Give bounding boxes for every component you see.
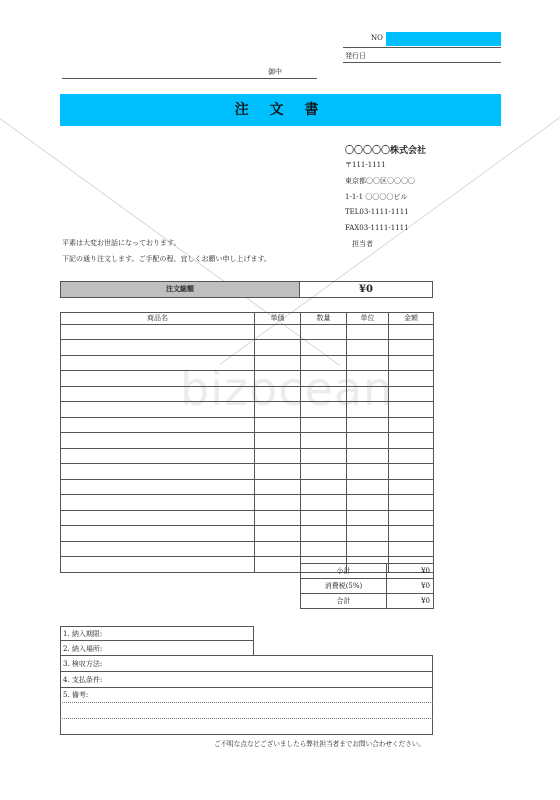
unit-cell[interactable] [347, 479, 389, 495]
unit-price-cell[interactable] [255, 526, 301, 542]
column-header-unit-price: 単価 [255, 313, 301, 325]
unit-cell[interactable] [347, 340, 389, 356]
order-total-label: 注文総額 [166, 285, 194, 293]
quantity-cell[interactable] [301, 417, 347, 433]
unit-price-cell[interactable] [255, 417, 301, 433]
notes-dotted-line [60, 702, 433, 703]
order-total-value: ¥0 [359, 284, 373, 295]
unit-price-cell[interactable] [255, 479, 301, 495]
product-cell[interactable] [61, 479, 255, 495]
column-header-unit: 単位 [347, 313, 389, 325]
company-fax: FAX03-1111-1111 [345, 224, 409, 232]
amount-cell[interactable] [389, 448, 434, 464]
table-row [61, 448, 434, 464]
table-row [61, 386, 434, 402]
product-cell[interactable] [61, 324, 255, 340]
quantity-cell[interactable] [301, 479, 347, 495]
table-row [61, 495, 434, 511]
table-row [61, 417, 434, 433]
quantity-cell[interactable] [301, 510, 347, 526]
amount-cell[interactable] [389, 417, 434, 433]
unit-price-cell[interactable] [255, 340, 301, 356]
unit-cell[interactable] [347, 510, 389, 526]
product-cell[interactable] [61, 386, 255, 402]
no-label: NO [371, 34, 383, 42]
subtotal-value: ¥0 [387, 564, 434, 579]
amount-cell[interactable] [389, 464, 434, 480]
column-header-product: 商品名 [61, 313, 255, 325]
table-row [61, 402, 434, 418]
table-header-row [61, 313, 434, 325]
tax-label: 消費税(5%) [301, 579, 387, 594]
unit-price-cell[interactable] [255, 495, 301, 511]
issue-date-label: 発行日 [345, 52, 366, 60]
recipient-suffix: 御中 [268, 68, 282, 76]
unit-cell[interactable] [347, 526, 389, 542]
amount-cell[interactable] [389, 495, 434, 511]
table-row [61, 479, 434, 495]
watermark-text: bizocean [180, 362, 394, 416]
amount-cell[interactable] [389, 510, 434, 526]
company-postal: 〒111-1111 [345, 161, 386, 169]
conditions-divider [60, 687, 433, 688]
product-cell[interactable] [61, 448, 255, 464]
quantity-cell[interactable] [301, 324, 347, 340]
unit-price-cell[interactable] [255, 386, 301, 402]
quantity-cell[interactable] [301, 448, 347, 464]
column-header-quantity: 数量 [301, 313, 347, 325]
summary-row-total [301, 594, 434, 609]
unit-cell[interactable] [347, 402, 389, 418]
items-table [60, 312, 434, 573]
amount-cell[interactable] [389, 340, 434, 356]
no-field[interactable] [386, 32, 501, 46]
summary-row-subtotal [301, 564, 434, 579]
unit-price-cell[interactable] [255, 355, 301, 371]
unit-price-cell[interactable] [255, 464, 301, 480]
company-address1: 東京都〇〇区〇〇〇〇 [345, 177, 415, 185]
table-row [61, 464, 434, 480]
recipient-name-field[interactable] [62, 64, 262, 76]
company-person: 担当者 [352, 240, 373, 248]
table-row [61, 371, 434, 387]
issue-date-field[interactable] [386, 49, 501, 61]
conditions-box [60, 655, 433, 735]
unit-cell[interactable] [347, 386, 389, 402]
unit-price-cell[interactable] [255, 557, 301, 573]
unit-price-cell[interactable] [255, 433, 301, 449]
quantity-cell[interactable] [301, 541, 347, 557]
amount-cell[interactable] [389, 526, 434, 542]
greeting-line-2: 下記の通り注文します。ご手配の程、宜しくお願い申し上げます。 [62, 255, 271, 263]
table-row [61, 340, 434, 356]
product-cell[interactable] [61, 355, 255, 371]
unit-cell[interactable] [347, 541, 389, 557]
product-cell[interactable] [61, 557, 255, 573]
unit-cell[interactable] [347, 355, 389, 371]
document-title: 注 文 書 [234, 102, 327, 118]
delivery-place-label: 2. 納入場所: [63, 645, 103, 653]
unit-price-cell[interactable] [255, 541, 301, 557]
summary-row-tax [301, 579, 434, 594]
quantity-cell[interactable] [301, 402, 347, 418]
company-address2: 1-1-1 〇〇〇〇ビル [345, 193, 408, 201]
unit-cell[interactable] [347, 495, 389, 511]
quantity-cell[interactable] [301, 526, 347, 542]
amount-cell[interactable] [389, 371, 434, 387]
total-value: ¥0 [387, 594, 434, 609]
quantity-cell[interactable] [301, 340, 347, 356]
unit-cell[interactable] [347, 448, 389, 464]
notes-label: 5. 備考: [63, 691, 89, 699]
unit-price-cell[interactable] [255, 510, 301, 526]
table-row [61, 324, 434, 340]
table-row [61, 510, 434, 526]
greeting-line-1: 平素は大変お世話になっております。 [62, 239, 181, 247]
quantity-cell[interactable] [301, 355, 347, 371]
unit-cell[interactable] [347, 371, 389, 387]
product-cell[interactable] [61, 495, 255, 511]
unit-cell[interactable] [347, 417, 389, 433]
amount-cell[interactable] [389, 479, 434, 495]
unit-price-cell[interactable] [255, 371, 301, 387]
table-row [61, 355, 434, 371]
total-label: 合計 [301, 594, 387, 609]
footer-note: ご不明な点などございましたら弊社担当者までお問い合わせください。 [214, 740, 425, 748]
amount-cell[interactable] [389, 355, 434, 371]
quantity-cell[interactable] [301, 495, 347, 511]
inspection-label: 3. 検収方法: [63, 660, 103, 668]
quantity-cell[interactable] [301, 464, 347, 480]
no-underline [343, 47, 501, 48]
product-cell[interactable] [61, 371, 255, 387]
amount-cell[interactable] [389, 386, 434, 402]
quantity-cell[interactable] [301, 386, 347, 402]
column-header-amount: 金額 [389, 313, 434, 325]
company-tel: TEL03-1111-1111 [345, 208, 409, 216]
conditions-divider [60, 671, 433, 672]
amount-cell[interactable] [389, 433, 434, 449]
unit-price-cell[interactable] [255, 324, 301, 340]
table-row [61, 541, 434, 557]
unit-cell[interactable] [347, 433, 389, 449]
amount-cell[interactable] [389, 324, 434, 340]
unit-price-cell[interactable] [255, 402, 301, 418]
product-cell[interactable] [61, 417, 255, 433]
product-cell[interactable] [61, 541, 255, 557]
product-cell[interactable] [61, 402, 255, 418]
product-cell[interactable] [61, 433, 255, 449]
product-cell[interactable] [61, 510, 255, 526]
amount-cell[interactable] [389, 402, 434, 418]
subtotal-label: 小計 [301, 564, 387, 579]
quantity-cell[interactable] [301, 371, 347, 387]
table-row [61, 433, 434, 449]
notes-dotted-line [60, 718, 433, 719]
issue-date-underline [343, 62, 501, 63]
product-cell[interactable] [61, 526, 255, 542]
recipient-underline [62, 78, 317, 79]
table-row [61, 526, 434, 542]
delivery-date-label: 1. 納入期限: [63, 630, 103, 638]
payment-label: 4. 支払条件: [63, 676, 103, 684]
unit-cell[interactable] [347, 324, 389, 340]
product-cell[interactable] [61, 340, 255, 356]
unit-cell[interactable] [347, 464, 389, 480]
quantity-cell[interactable] [301, 433, 347, 449]
product-cell[interactable] [61, 464, 255, 480]
summary-table [300, 563, 434, 609]
amount-cell[interactable] [389, 541, 434, 557]
unit-price-cell[interactable] [255, 448, 301, 464]
company-name: 〇〇〇〇〇株式会社 [345, 146, 427, 156]
tax-value: ¥0 [387, 579, 434, 594]
